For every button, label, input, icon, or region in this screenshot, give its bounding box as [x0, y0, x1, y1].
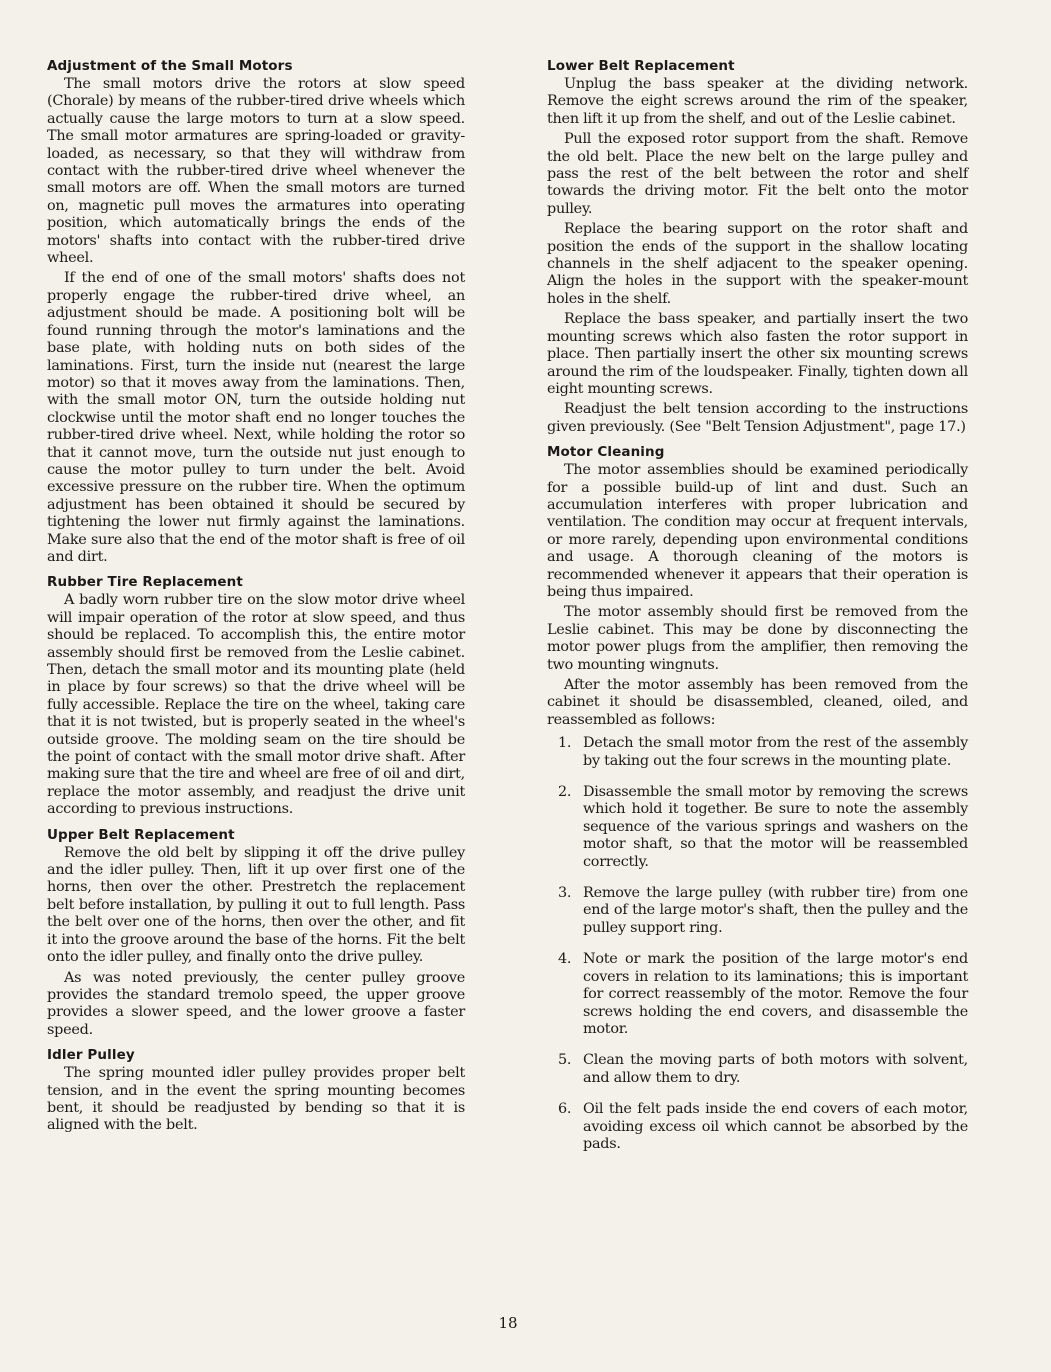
list-item: [547, 951, 968, 1038]
paragraph: The motor assemblies should be examined periodically for a possible build-up of lint and dust. Such an accumulation interferes with proper lubrication and ventilation. The condition may occur at frequent intervals, or more rarely, depending upon environmental conditions and usage. A thorough cleaning of the motors is recommended whenever it appears that their operation is being thus impaired.: [547, 462, 968, 600]
step-number: 6.: [558, 1101, 572, 1118]
paragraph: Replace the bass speaker, and partially insert the two mounting screws which also fasten the rotor support in place. Then partially insert the other six mounting screws around the rim of the loudspeaker. Finally, tighten down all eight mounting screws.: [547, 311, 968, 397]
heading-adjustment-small-motors: Adjustment of the Small Motors: [47, 58, 293, 74]
paragraph: The small motors drive the rotors at slow speed (Chorale) by means of the rubber-tired drive wheels which actually cause the large motors to turn at a slow speed. The small motor armatures are spring-loaded or gravity-loaded, as necessary, so that they will withdraw from contact with the rubber-tired drive wheel whenever the small motors are off. When the small motors are turned on, magnetic pull moves the armatures into operating position, which automatically brings the ends of the motors' shafts into contact with the rubber-tired drive wheel.: [47, 76, 465, 267]
paragraph: Unplug the bass speaker at the dividing network. Remove the eight screws around the rim of the speaker, then lift it up from the shelf, and out of the Leslie cabinet.: [547, 76, 968, 127]
paragraph: Replace the bearing support on the rotor shaft and position the ends of the support in the shallow locating channels in the shelf adjacent to the speaker opening. Align the holes in the support with the speaker-mount holes in the shelf.: [547, 221, 968, 307]
left-column: [47, 58, 465, 1138]
paragraph: Remove the old belt by slipping it off the drive pulley and the idler pulley. Then, lift it up over first one of the horns, then over the other. Prestretch the replacement belt before installation, by pulling it out to full length. Pass the belt over one of the horns, then over the other, and fit it into the groove around the base of the horns. Fit the belt onto the idler pulley, and finally onto the drive pulley.: [47, 844, 465, 966]
heading-lower-belt-replacement: Lower Belt Replacement: [547, 58, 735, 74]
paragraph: Pull the exposed rotor support from the shaft. Remove the old belt. Place the new belt on the large pulley and pass the rest of the belt between the rotor and shelf towards the driving motor. Fit the belt onto the motor pulley.: [547, 131, 968, 217]
list-item: [547, 735, 968, 770]
step-text: Oil the felt pads inside the end covers of each motor, avoiding excess oil which cannot be absorbed by the pads.: [583, 1101, 968, 1152]
step-text: Remove the large pulley (with rubber tire) from one end of the large motor's shaft, then the pulley and the pulley support ring.: [583, 885, 968, 936]
step-number: 1.: [558, 735, 572, 752]
step-text: Disassemble the small motor by removing the screws which hold it together. Be sure to note the assembly sequence of the various springs and washers on the motor shaft, so that the motor will be reassembled correctly.: [583, 784, 968, 870]
heading-motor-cleaning: Motor Cleaning: [547, 444, 665, 461]
heading-rubber-tire-replacement: Rubber Tire Replacement: [47, 574, 243, 591]
paragraph: The spring mounted idler pulley provides proper belt tension, and in the event the spring mounting becomes bent, it should be readjusted by bending so that it is aligned with the belt.: [47, 1065, 465, 1134]
step-number: 2.: [558, 784, 572, 801]
list-item: [547, 885, 968, 937]
page-number: 18: [498, 1314, 518, 1332]
list-item: [547, 1101, 968, 1153]
list-item: [547, 784, 968, 871]
paragraph: After the motor assembly has been removed from the cabinet it should be disassembled, cleaned, oiled, and reassembled as follows:: [547, 677, 968, 728]
list-item: [547, 1052, 968, 1087]
step-number: 5.: [558, 1052, 572, 1069]
heading-upper-belt-replacement: Upper Belt Replacement: [47, 826, 235, 843]
paragraph: A badly worn rubber tire on the slow motor drive wheel will impair operation of the rotor at slow speed, and thus should be replaced. To accomplish this, the entire motor assembly should first be removed from the Leslie cabinet. Then, detach the small motor and its mounting plate (held in place by four screws) so that the drive wheel will be fully accessible. Replace the tire on the wheel, taking care that it is not twisted, but is properly seated in the wheel's outside groove. The molding seam on the tire should be the point of contact with the small motor drive shaft. After making sure that the tire and wheel are free of oil and dirt, replace the motor assembly, and readjust the drive unit according to previous instructions.: [47, 592, 465, 818]
paragraph: Readjust the belt tension according to the instructions given previously. (See "Belt Tension Adjustment", page 17.): [547, 401, 968, 435]
heading-idler-pulley: Idler Pulley: [47, 1047, 135, 1064]
step-text: Detach the small motor from the rest of the assembly by taking out the four screws in the mounting plate.: [583, 735, 968, 769]
paragraph: The motor assembly should first be removed from the Leslie cabinet. This may be done by disconnecting the motor power plugs from the amplifier, then removing the two mounting wingnuts.: [547, 604, 968, 673]
step-number: 4.: [558, 951, 572, 968]
cleaning-steps-list: [547, 735, 968, 1153]
step-text: Note or mark the position of the large motor's end covers in relation to its laminations; this is important for correct reassembly of the motor. Remove the four screws holding the end covers, and disassemble the motor.: [583, 951, 968, 1037]
step-number: 3.: [558, 885, 572, 902]
step-text: Clean the moving parts of both motors with solvent, and allow them to dry.: [583, 1052, 968, 1086]
right-column: [547, 58, 968, 1167]
paragraph: If the end of one of the small motors' shafts does not properly engage the rubber-tired drive wheel, an adjustment should be made. A positioning bolt will be found running through the motor's laminations and the base plate, with holding nuts on both sides of the laminations. First, turn the inside nut (nearest the large motor) so that it moves away from the laminations. Then, with the small motor ON, turn the outside holding nut clockwise until the motor shaft end no longer touches the rubber-tired drive wheel. Next, while holding the rotor so that it cannot move, turn the outside nut just enough to cause the motor pulley to turn under the belt. Avoid excessive pressure on the rubber tire. When the optimum adjustment has been obtained it should be secured by tightening the lower nut firmly against the laminations. Make sure also that the end of the motor shaft is free of oil and dirt.: [47, 270, 465, 565]
paragraph: As was noted previously, the center pulley groove provides the standard tremolo speed, the upper groove provides a slower speed, and the lower groove a faster speed.: [47, 969, 465, 1038]
